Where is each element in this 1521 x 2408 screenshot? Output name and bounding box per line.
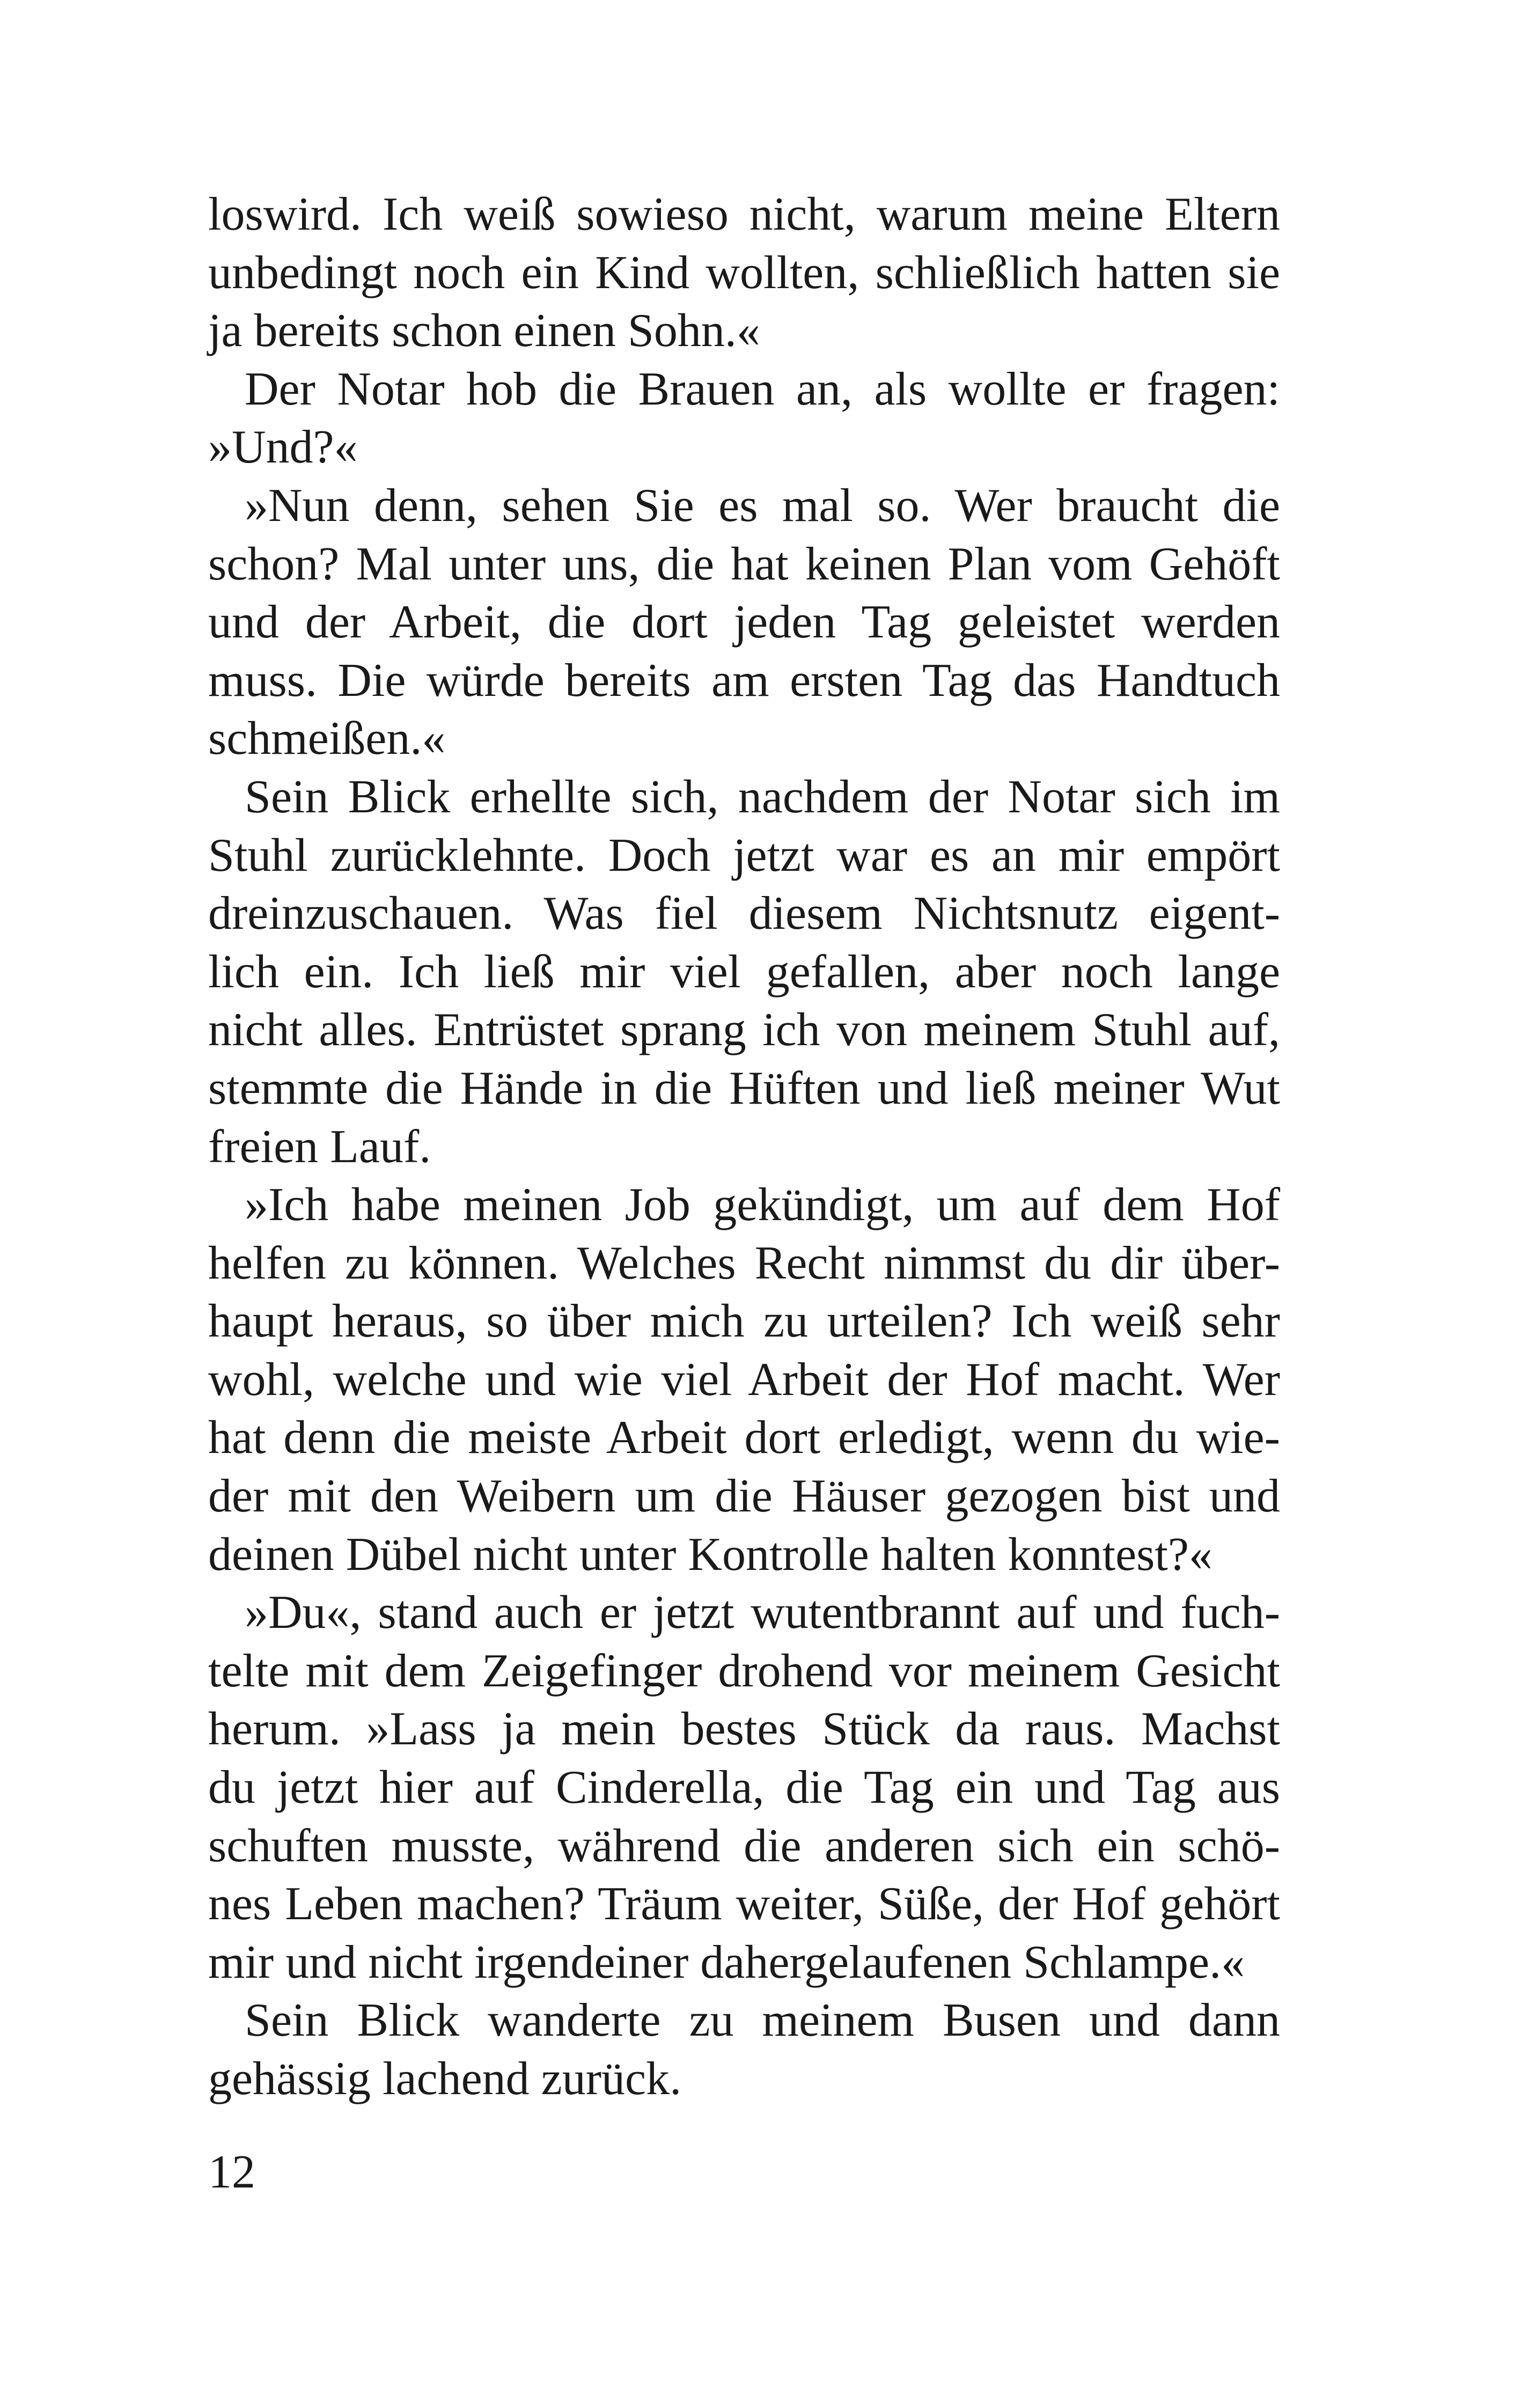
text-line: muss. Die würde bereits am ersten Tag das Handtuch (208, 654, 1280, 707)
paragraph (208, 1992, 1280, 2108)
text-line: du jetzt hier auf Cinderella, die Tag ein und Tag aus (208, 1761, 1280, 1814)
paragraph (208, 361, 1280, 477)
paragraph (208, 768, 1280, 1176)
paragraph (208, 186, 1280, 361)
text-line: herum. »Lass ja mein bestes Stück da raus. Machst (208, 1703, 1280, 1756)
paragraph (208, 477, 1280, 768)
text-line: schuften musste, während die anderen sich ein schö- (208, 1819, 1280, 1872)
text-line: mir und nicht irgendeiner dahergelaufenen Schlampe.« (208, 1936, 1245, 1988)
text-line: lich ein. Ich ließ mir viel gefallen, aber noch lange (208, 945, 1280, 998)
page-number: 12 (208, 2146, 255, 2198)
text-line: stemmte die Hände in die Hüften und ließ meiner Wut (208, 1062, 1280, 1114)
text-line: und der Arbeit, die dort jeden Tag geleistet werden (208, 596, 1280, 649)
text-line: Sein Blick wanderte zu meinem Busen und dann (245, 1994, 1280, 2047)
text-line: telte mit dem Zeigefinger drohend vor meinem Gesicht (208, 1645, 1280, 1697)
text-line: hat denn die meiste Arbeit dort erledigt, wenn du wie- (208, 1412, 1280, 1464)
text-line: »Nun denn, sehen Sie es mal so. Wer braucht die (245, 479, 1280, 532)
body-text (208, 186, 1280, 2109)
text-line: schmeißen.« (208, 713, 446, 765)
text-line: freien Lauf. (208, 1120, 431, 1173)
text-line: deinen Dübel nicht unter Kontrolle halten konntest?« (208, 1528, 1213, 1581)
text-line: loswird. Ich weiß sowieso nicht, warum meine Eltern (208, 188, 1280, 240)
text-line: unbedingt noch ein Kind wollten, schließlich hatten sie (208, 246, 1280, 299)
paragraph (208, 1584, 1280, 1992)
text-line: dreinzuschauen. Was fiel diesem Nichtsnutz eigent- (208, 887, 1280, 940)
text-line: »Du«, stand auch er jetzt wutentbrannt auf und fuch- (245, 1587, 1280, 1639)
text-line: »Und?« (208, 421, 358, 474)
text-line: Sein Blick erhellte sich, nachdem der Notar sich im (245, 770, 1280, 823)
text-line: »Ich habe meinen Job gekündigt, um auf dem Hof (245, 1179, 1280, 1231)
text-line: Stuhl zurücklehnte. Doch jetzt war es an mir empört (208, 829, 1280, 882)
text-line: helfen zu können. Welches Recht nimmst du dir über- (208, 1237, 1280, 1289)
text-line: nicht alles. Entrüstet sprang ich von meinem Stuhl auf, (208, 1004, 1280, 1056)
text-line: wohl, welche und wie viel Arbeit der Hof macht. Wer (208, 1353, 1280, 1406)
text-line: Der Notar hob die Brauen an, als wollte er fragen: (245, 363, 1280, 415)
text-line: ja bereits schon einen Sohn.« (208, 305, 760, 357)
text-line: nes Leben machen? Träum weiter, Süße, der Hof gehört (208, 1878, 1280, 1930)
text-line: der mit den Weibern um die Häuser gezogen bist und (208, 1470, 1280, 1523)
text-line: schon? Mal unter uns, die hat keinen Plan vom Gehöft (208, 538, 1280, 590)
text-line: haupt heraus, so über mich zu urteilen? Ich weiß sehr (208, 1295, 1280, 1348)
paragraph (208, 1176, 1280, 1584)
text-line: gehässig lachend zurück. (208, 2053, 682, 2105)
